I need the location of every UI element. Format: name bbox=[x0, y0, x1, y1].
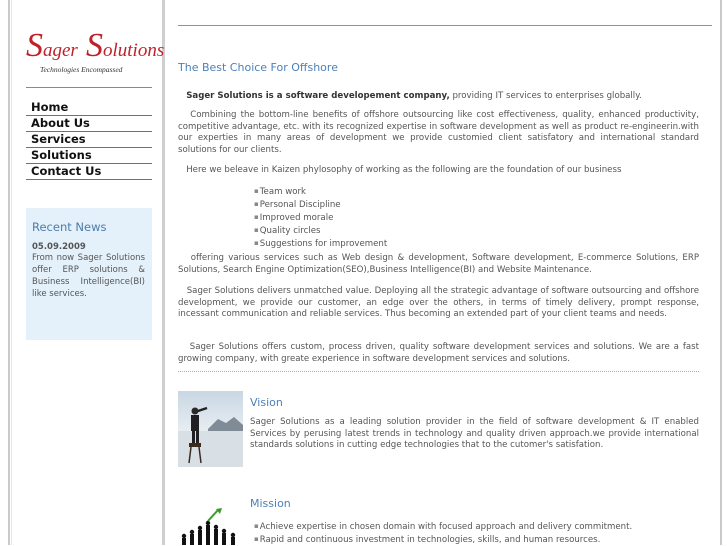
vision-image bbox=[178, 391, 243, 467]
list-item: ▪ Improved morale bbox=[254, 211, 387, 224]
paragraph-custom-text: Sager Solutions offers custom, process driven, quality software development services and solutions. We are a fast growing company, with greate experience in software development services and solutions. bbox=[178, 342, 699, 364]
main-nav bbox=[26, 100, 152, 180]
paragraph-value bbox=[178, 286, 699, 321]
intro-bold: Sager Solutions is a software developement company, bbox=[186, 91, 450, 101]
left-frame-border-inner bbox=[11, 0, 12, 545]
header-rule bbox=[178, 25, 712, 26]
paragraph-value-text: Sager Solutions delivers unmatched value. Deploying all the strategic advantage of software outsourcing and offshore development, we provide our customer, an edge over the others, in terms of timely delivery, prompt response, incessant communication and reliable services. Thus becoming an extended part of your client teams and needs. bbox=[178, 286, 700, 319]
logo-underline bbox=[26, 87, 152, 88]
paragraph-benefits bbox=[178, 110, 699, 156]
nav-item-home[interactable]: Home bbox=[26, 100, 152, 116]
news-text: From now Sager Solutions offer ERP solutions & Business Intelligence(BI) like services. bbox=[32, 253, 145, 299]
right-frame-border bbox=[720, 0, 722, 545]
vision-text: Sager Solutions as a leading solution provider in the field of software development & IT enabled Services by perusing latest trends in technology and quality driven approach.we provide international standards solutions in cutting edge technologies that to the cutomer's satisfation. bbox=[250, 417, 699, 450]
nav-item-contact-us[interactable]: Contact Us bbox=[26, 164, 152, 180]
recent-news-panel bbox=[26, 208, 152, 340]
nav-item-services[interactable]: Services bbox=[26, 132, 152, 148]
vision-title: Vision bbox=[250, 396, 283, 409]
nav-item-about-us[interactable]: About Us bbox=[26, 116, 152, 132]
logo-word-2: olutions bbox=[103, 40, 165, 61]
paragraph-services-text: offering various services such as Web design & development, Software development, E-commerce Solutions, ERP Solutions, Search Engine Optimization(SEO),Business Intelligence(BI) and Website Maintenance. bbox=[178, 253, 699, 275]
list-item: ▪ Achieve expertise in chosen domain with focused approach and delivery commitment. bbox=[254, 520, 632, 533]
mission-title: Mission bbox=[250, 497, 291, 510]
list-item: ▪ Suggestions for improvement bbox=[254, 237, 387, 250]
paragraph-benefits-text: Combining the bottom-line benefits of offshore outsourcing like cost effectiveness, quality, enhanced productivity, competitive advantage, etc. with its recognized expertise in software development as well as product re-engineerin.with our experties in many areas of development we provide customied client satisfatory and international standard solutions for our clients. bbox=[178, 110, 699, 155]
mission-list bbox=[254, 520, 632, 546]
dotted-divider bbox=[178, 371, 699, 372]
nav-item-solutions[interactable]: Solutions bbox=[26, 148, 152, 164]
intro-paragraph bbox=[178, 91, 699, 103]
mission-image bbox=[178, 506, 240, 545]
logo-word-1: ager bbox=[43, 40, 78, 61]
paragraph-services bbox=[178, 253, 699, 276]
left-frame-border bbox=[8, 0, 10, 545]
logo-s-glyph: S bbox=[26, 27, 43, 64]
intro-rest: providing IT services to enterprises globally. bbox=[449, 91, 642, 101]
logo-tagline: Technologies Encompassed bbox=[40, 65, 123, 74]
paragraph-kaizen bbox=[178, 165, 699, 177]
paragraph-custom bbox=[178, 342, 699, 365]
list-item: ▪ Personal Discipline bbox=[254, 198, 387, 211]
list-item: ▪ Team work bbox=[254, 185, 387, 198]
logo-s-glyph-2: S bbox=[86, 27, 103, 64]
list-item: ▪ Quality circles bbox=[254, 224, 387, 237]
kaizen-list bbox=[254, 185, 387, 250]
logo[interactable] bbox=[26, 20, 165, 78]
page-title: The Best Choice For Offshore bbox=[178, 61, 338, 74]
recent-news-title: Recent News bbox=[32, 220, 107, 234]
news-date: 05.09.2009 bbox=[32, 242, 86, 252]
column-divider bbox=[162, 0, 165, 545]
paragraph-kaizen-text: Here we beleave in Kaizen phylosophy of working as the following are the foundation of our business bbox=[186, 165, 622, 175]
list-item: ▪ Rapid and continuous investment in technologies, skills, and human resources. bbox=[254, 533, 632, 546]
